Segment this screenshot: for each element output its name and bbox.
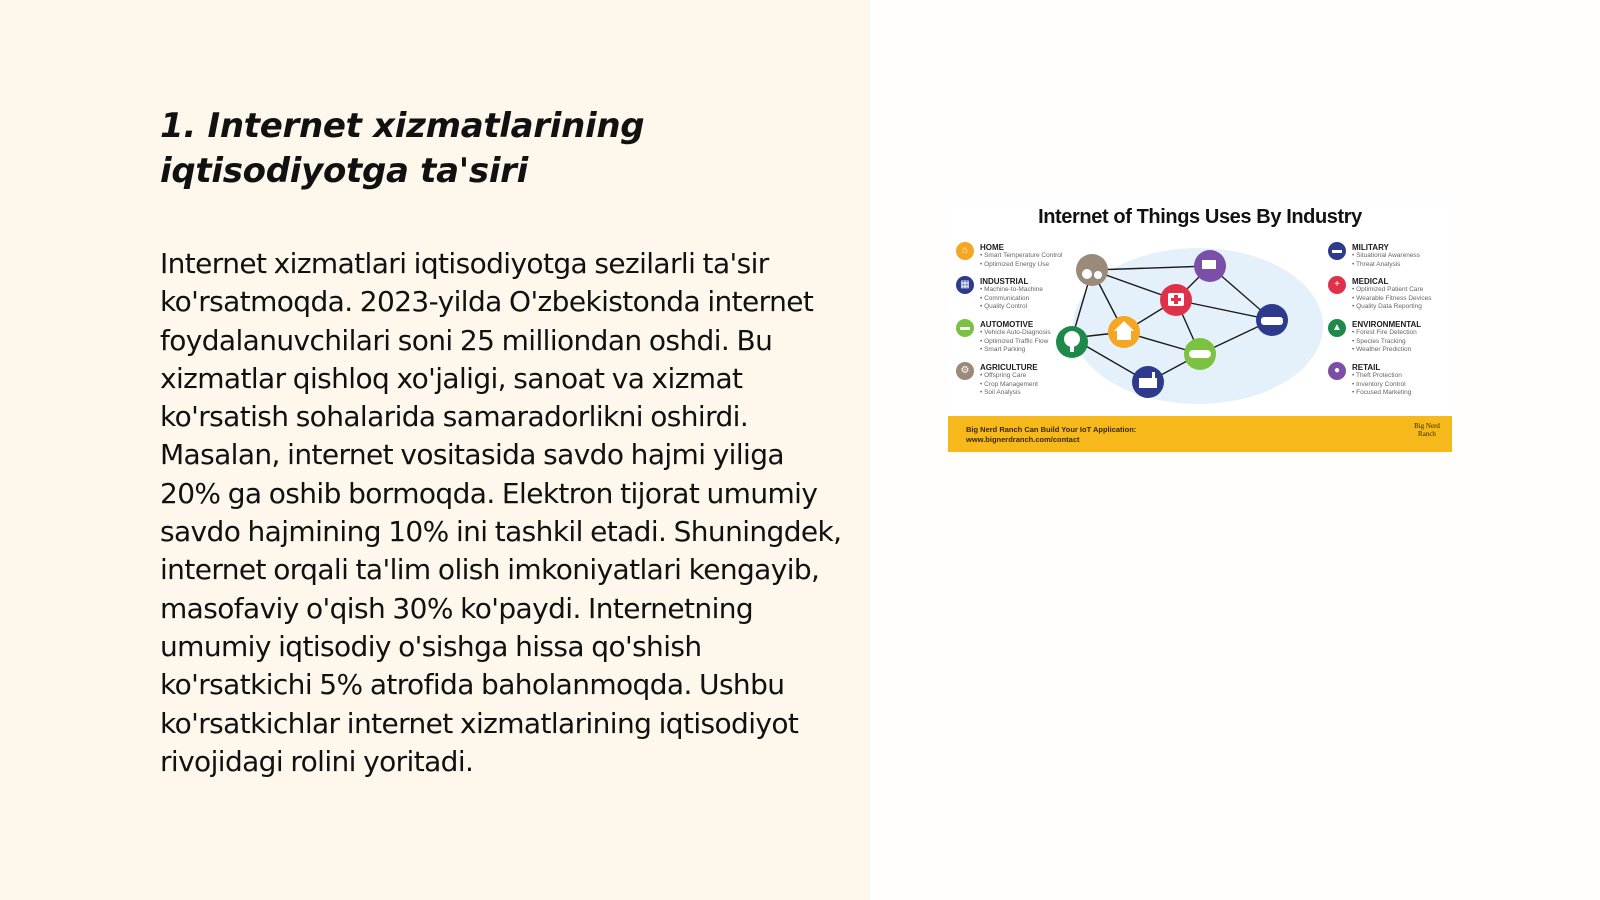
node-tractor <box>1076 254 1108 286</box>
category-name: AGRICULTURE <box>980 363 1038 372</box>
category-item: • Focused Marketing <box>1352 389 1411 398</box>
category-items <box>980 252 1062 269</box>
footer-text <box>966 425 1136 445</box>
category-item: • Theft Protection <box>1352 372 1411 381</box>
medical-kit-icon: + <box>1328 276 1346 294</box>
tree-icon: ▲ <box>1328 319 1346 337</box>
category-item: • Situational Awareness <box>1352 252 1420 261</box>
node-tank <box>1256 304 1288 336</box>
category-name: MILITARY <box>1352 243 1389 252</box>
logo-line-2: Ranch <box>1418 430 1436 438</box>
category-item: • Optimized Energy Use <box>980 261 1062 270</box>
shopping-cart-icon: ● <box>1328 362 1346 380</box>
category-item: • Wearable Fitness Devices <box>1352 295 1431 304</box>
category-item: • Species Tracking <box>1352 338 1417 347</box>
category-name: INDUSTRIAL <box>980 277 1029 286</box>
category-items <box>1352 329 1417 355</box>
category-item: • Machine-to-Machine <box>980 286 1043 295</box>
category-item: • Optimized Patient Care <box>1352 286 1431 295</box>
category-item: • Soil Analysis <box>980 389 1038 398</box>
category-item: • Threat Analysis <box>1352 261 1420 270</box>
category-items <box>1352 286 1431 312</box>
tank-icon: ▬ <box>1328 242 1346 260</box>
node-cart <box>1194 250 1226 282</box>
category-items <box>980 286 1043 312</box>
footer-link: www.bignerdranch.com/contact <box>966 435 1080 444</box>
category-item: • Forest Fire Detection <box>1352 329 1417 338</box>
category-name: HOME <box>980 243 1004 252</box>
iot-network-diagram <box>1068 242 1328 410</box>
category-item: • Vehicle Auto-Diagnosis <box>980 329 1051 338</box>
category-item: • Optimized Traffic Flow <box>980 338 1051 347</box>
big-nerd-ranch-logo <box>1410 422 1444 438</box>
factory-icon: ▦ <box>956 276 974 294</box>
category-item: • Communication <box>980 295 1043 304</box>
category-name: MEDICAL <box>1352 277 1389 286</box>
node-house <box>1108 316 1140 348</box>
tractor-icon: ⚙ <box>956 362 974 380</box>
car-icon: ▬ <box>956 319 974 337</box>
category-item: • Quality Control <box>980 303 1043 312</box>
node-factory <box>1132 366 1164 398</box>
category-items <box>1352 252 1420 269</box>
house-icon: ⌂ <box>956 242 974 260</box>
category-item: • Offspring Care <box>980 372 1038 381</box>
slide-title-line-2: iqtisodiyotga ta'siri <box>160 151 528 191</box>
footer-line-1: Big Nerd Ranch Can Build Your IoT Application: <box>966 425 1137 434</box>
category-items <box>980 372 1038 398</box>
category-item: • Smart Temperature Control <box>980 252 1062 261</box>
category-item: • Inventory Control <box>1352 381 1411 390</box>
category-item: • Quality Data Reporting <box>1352 303 1431 312</box>
infographic-footer <box>948 416 1452 452</box>
category-item: • Smart Parking <box>980 346 1051 355</box>
category-name: AUTOMOTIVE <box>980 320 1034 329</box>
category-name: RETAIL <box>1352 363 1381 372</box>
slide-title-line-1: 1. Internet xizmatlarining <box>160 106 645 146</box>
slide-body-text: Internet xizmatlari iqtisodiyotga sezilarli ta'sir ko'rsatmoqda. 2023-yilda O'zbekistonda internet foydalanuvchilari soni 25 milliondan oshdi. Bu xizmatlar qishloq xo'jaligi, sanoat va xizmat ko'rsatish sohalarida samaradorlikni oshirdi. Masalan, internet vositasida savdo hajmi yiliga 20% ga oshib bormoqda. Elektron tijorat umumiy savdo hajmining 10% ini tashkil etadi. Shuningdek, internet orqali ta'lim olish imkoniyatlari kengayib, masofaviy o'qish 30% ko'paydi. Internetning umumiy iqtisodiy o'sishga hissa qo'shish ko'rsatkichi 5% atrofida baholanmoqda. Ushbu ko'rsatkichlar internet xizmatlarining iqtisodiyot rivojidagi rolini yoritadi. <box>160 247 842 778</box>
category-items <box>980 329 1051 355</box>
node-car <box>1184 338 1216 370</box>
iot-infographic <box>948 202 1452 452</box>
category-name: ENVIRONMENTAL <box>1352 320 1422 329</box>
category-item: • Weather Prediction <box>1352 346 1417 355</box>
category-item: • Crop Management <box>980 381 1038 390</box>
infographic-title: Internet of Things Uses By Industry <box>1038 206 1362 228</box>
logo-line-1: Big Nerd <box>1414 422 1440 430</box>
category-items <box>1352 372 1411 398</box>
slide-title <box>160 104 840 194</box>
node-tree-icon <box>1054 324 1090 360</box>
node-medical <box>1160 284 1192 316</box>
